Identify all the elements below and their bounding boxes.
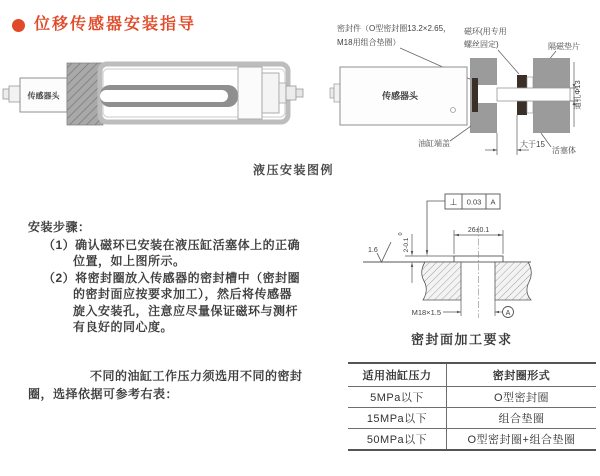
magnet-leader-line: [498, 50, 519, 74]
step-line: 的密封面应按要求加工），然后将传感器: [73, 287, 293, 301]
measuring-rod: [497, 88, 570, 101]
body-section-left: [422, 262, 461, 300]
min-gap-label: 大于15: [520, 140, 545, 149]
arrowhead: [498, 234, 503, 236]
arrowhead: [426, 250, 428, 256]
end-cover-bore: [478, 85, 497, 103]
end-cover-leader: [450, 126, 471, 141]
note-line: 圈，选择依据可参考右表：: [28, 387, 179, 401]
page-title: 位移传感器安装指导: [34, 16, 197, 33]
rod-end-tip: [296, 89, 303, 97]
arrowhead: [411, 251, 413, 256]
step-line: 旋入安装孔，注意应尽量保证磁环与测杆: [73, 304, 299, 318]
arrowhead: [495, 311, 499, 313]
step-line: （1）确认磁环已安装在液压缸活塞体上的正确: [43, 238, 301, 252]
steps-heading: 安装步骤：: [28, 220, 91, 234]
table-cell: 50MPa以下: [348, 429, 447, 449]
width-dim-label: 26±0.1: [467, 227, 490, 234]
table-cell: O型密封圈: [493, 392, 550, 404]
arrowhead: [493, 149, 497, 152]
table-row: [348, 387, 596, 408]
rod-end-step: [262, 73, 279, 113]
step-dim-label: 2-0.1: [403, 237, 410, 253]
arrowhead: [457, 311, 461, 313]
table-cell: 5MPa以下: [348, 387, 447, 407]
end-cover-label: 油缸端盖: [418, 139, 450, 148]
step-line: 有良好的同心度。: [73, 320, 174, 334]
rod-end-plug: [286, 86, 296, 100]
roughness-symbol: [377, 242, 391, 262]
magnet-callout-label: 磁环(用专用: [464, 27, 507, 36]
rod-end-neck: [279, 83, 286, 103]
table-header-row: [348, 364, 596, 387]
magnet-callout-label2: 螺丝固定): [464, 40, 499, 49]
seal-ring: [472, 78, 478, 112]
table-cell: O型密封圈+组合垫圈: [467, 434, 576, 446]
sealing-face-machining-drawing: [355, 188, 600, 348]
table-cell: 15MPa以下: [348, 408, 447, 428]
sensor-connector-body: [9, 86, 20, 102]
table-header-pressure: 适用油缸压力: [348, 364, 447, 386]
installation-cross-section-diagram: [330, 14, 600, 166]
hydraulic-diagram-caption: 液压安装图例: [253, 163, 335, 177]
thread-dim-label: M18×1.5: [411, 308, 441, 317]
hydraulic-cylinder-diagram: [0, 58, 335, 170]
sensor-head-label: 传感器头: [381, 91, 419, 101]
piston-label: 活塞体: [552, 146, 576, 155]
sensor-head-label: 传感器头: [27, 91, 60, 101]
step-dim-upper-tol: 0: [398, 232, 404, 236]
table-row: [348, 429, 596, 449]
note-line: 不同的油缸工作压力须选用不同的密封: [90, 369, 303, 383]
fcf-tolerance: 0.03: [466, 197, 482, 207]
sensor-plug-tip: [330, 88, 334, 98]
fcf-leader: [427, 201, 445, 251]
bullet-icon: [12, 19, 25, 32]
table-header-seal-type: 密封圈形式: [492, 370, 551, 382]
seal-callout-label: 密封件（O型密封圈13.2×2.65，: [337, 24, 452, 33]
sensor-connector: [3, 89, 9, 99]
seal-selection-table: [348, 362, 596, 451]
roughness-value: 1.6: [368, 247, 378, 254]
fcf-datum: A: [490, 197, 496, 207]
step-line: 位置，如上图所示。: [73, 254, 186, 268]
step-line: （2）将密封圈放入传感器的密封槽中（密封圈: [43, 271, 301, 285]
sensor-rod-bore: [100, 90, 228, 102]
rod-end-block: [238, 67, 262, 119]
arrowhead: [454, 234, 459, 236]
arrowhead: [411, 262, 413, 267]
arrowhead: [517, 149, 521, 152]
through-hole-dim-label: 通孔Φ13: [573, 80, 582, 110]
datum-circle-label: A: [505, 309, 511, 317]
perpendicularity-symbol: ⊥: [449, 197, 458, 207]
table-cell: 组合垫圈: [498, 413, 545, 425]
body-section-right: [495, 262, 531, 300]
machining-caption: 密封面加工要求: [411, 332, 513, 347]
table-row: [348, 408, 596, 429]
spacer-callout-label: 隔磁垫片: [548, 42, 580, 51]
seal-callout-label2: M18用组合垫圈）: [337, 38, 401, 47]
